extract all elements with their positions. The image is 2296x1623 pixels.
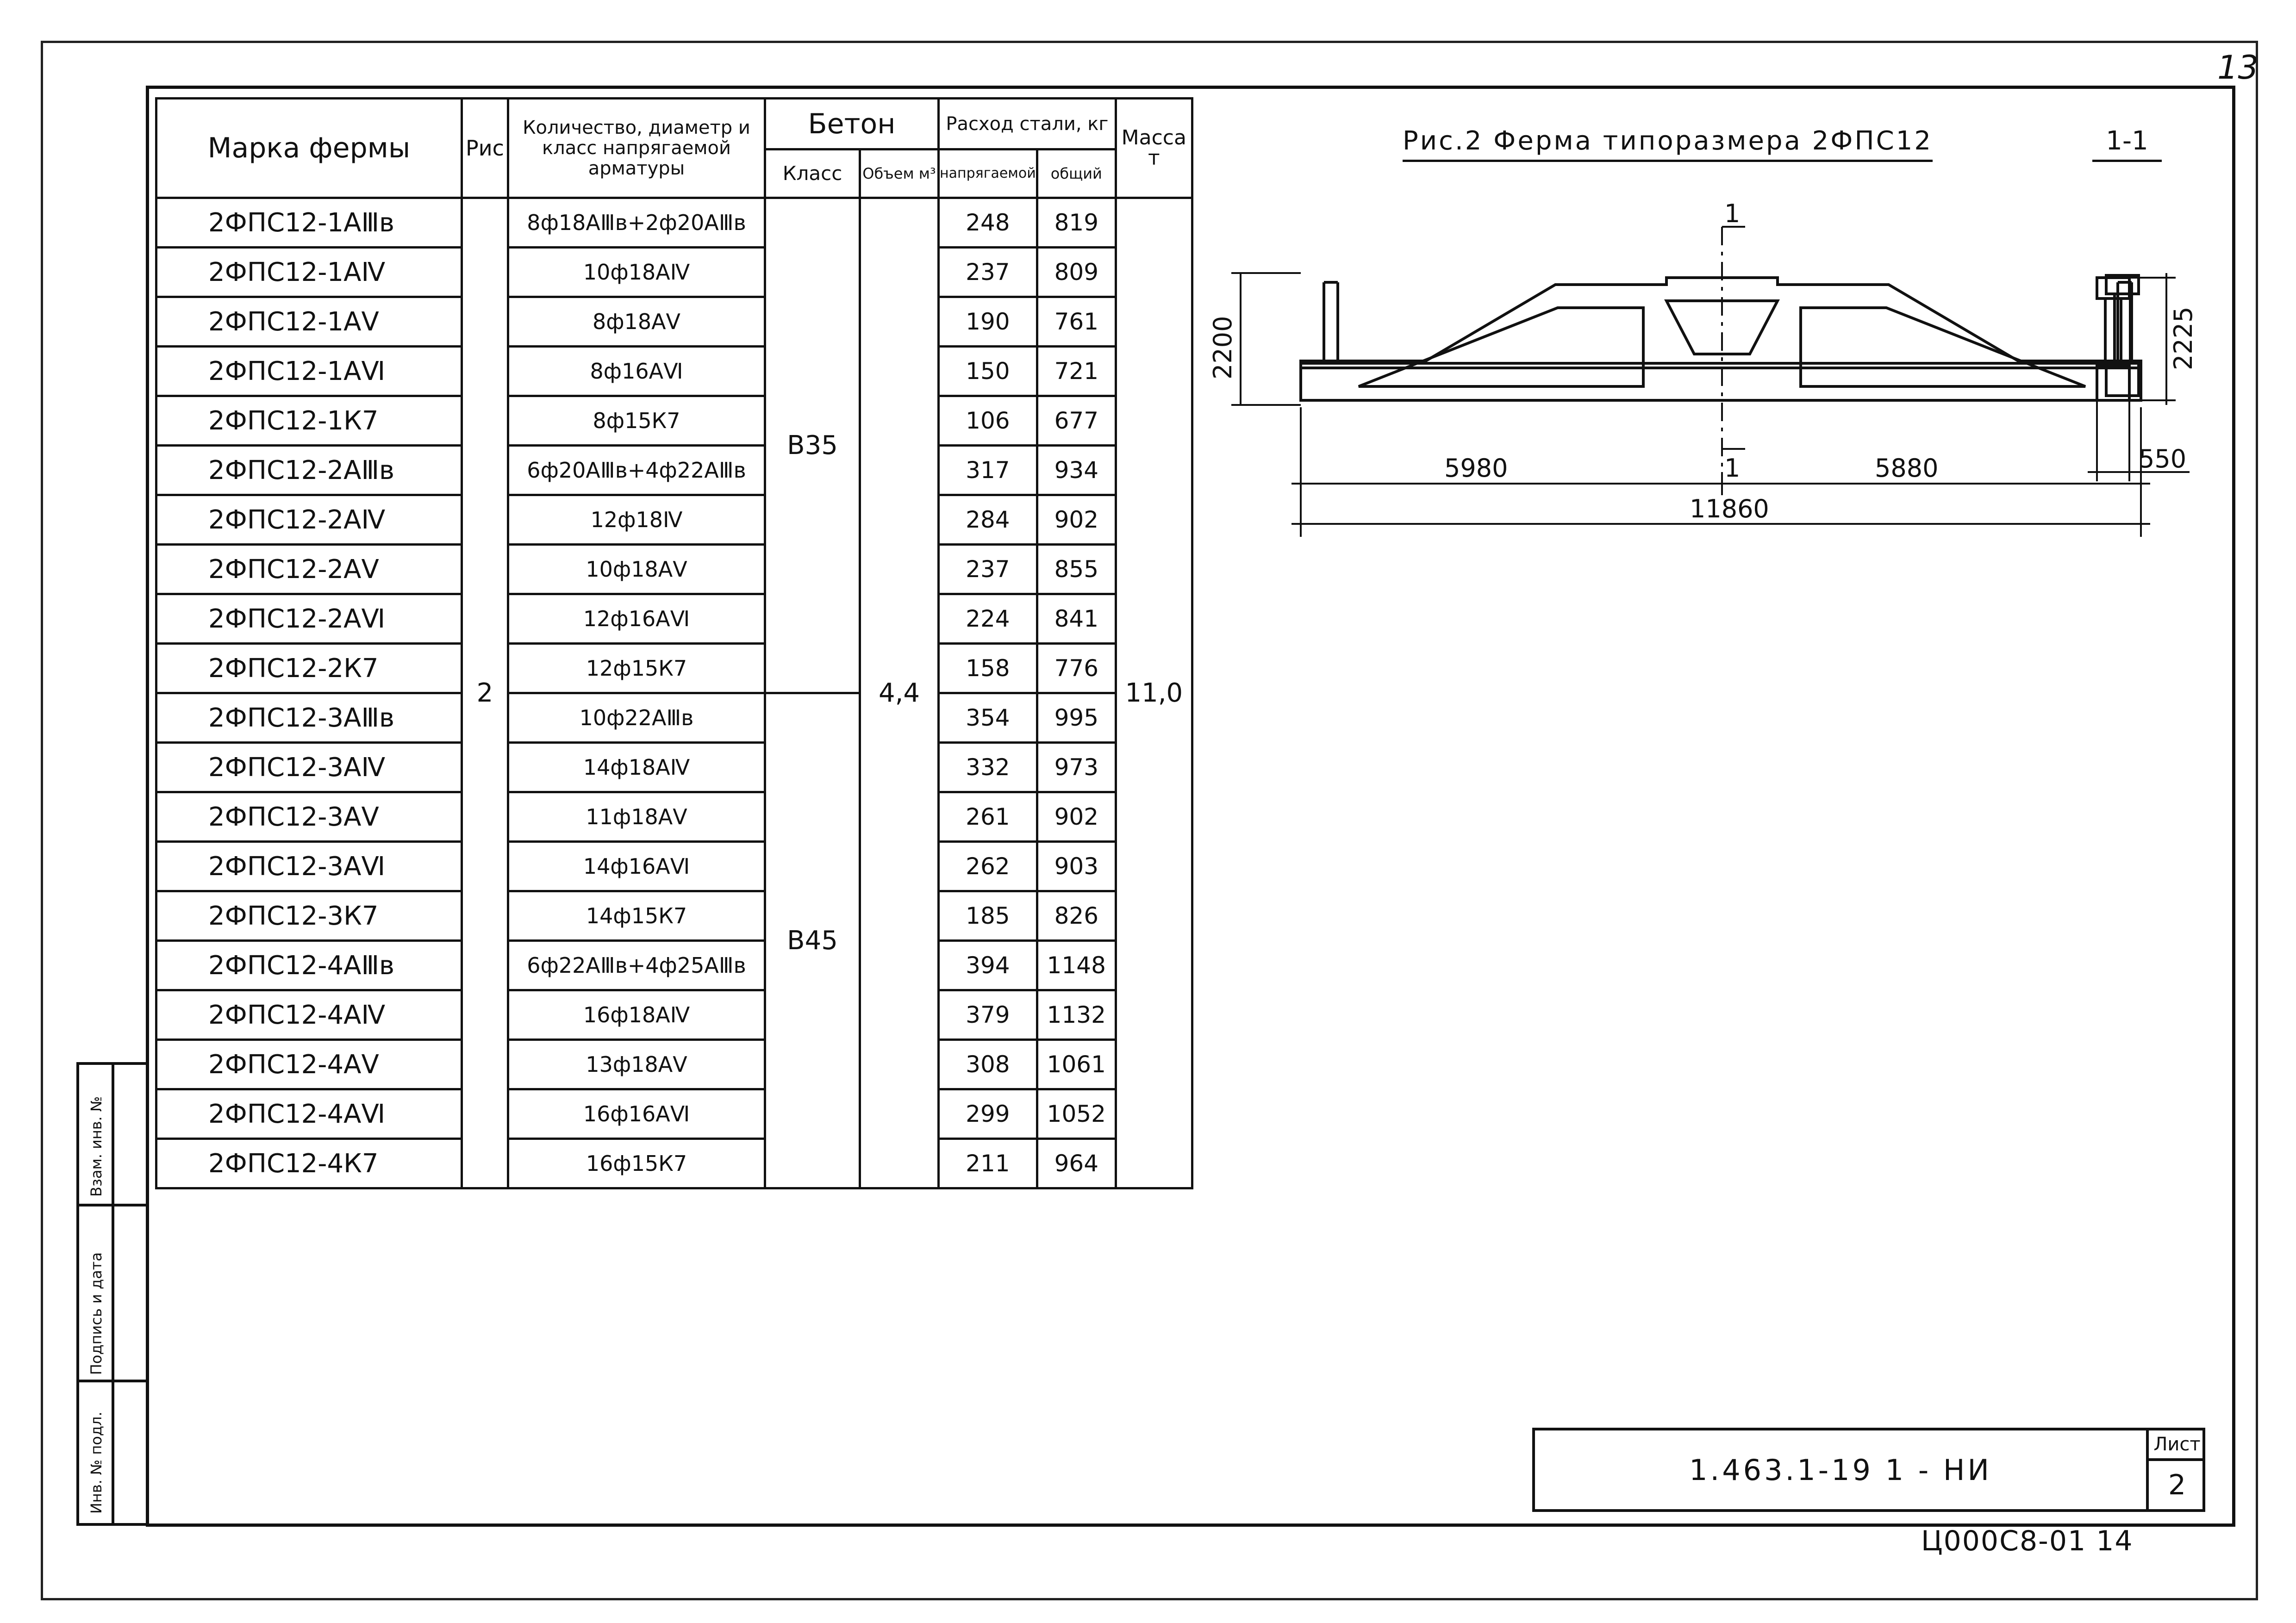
cell-volume: 4,4: [860, 198, 939, 1188]
cell-mark: 2ФПС12-1АⅥ: [156, 347, 462, 396]
cell-reinforcement: 6ф20АⅢв+4ф22АⅢв: [508, 446, 765, 495]
cell-mark: 2ФПС12-4АⅢв: [156, 941, 462, 990]
dim-half-right: 5880: [1875, 454, 1939, 483]
cell-reinforcement: 13ф18АⅤ: [508, 1040, 765, 1089]
cut-label-bottom: 1: [1724, 454, 1741, 483]
cell-steel-stressed: 150: [939, 347, 1037, 396]
dim-section-width: 550: [2139, 444, 2187, 473]
stamp-signature-date: Подпись и дата: [87, 1252, 105, 1375]
header-concrete-volume: Объем м³: [860, 149, 939, 198]
dim-section-height: 2225: [2169, 306, 2198, 370]
cell-mark: 2ФПС12-1АⅢв: [156, 198, 462, 248]
cell-steel-total: 903: [1037, 842, 1116, 891]
table-row: [156, 297, 1192, 347]
stamp-cell-inv-replaced: [79, 1065, 149, 1206]
stamp-inv-original: Инв. № подл.: [87, 1412, 105, 1514]
cell-steel-total: 826: [1037, 891, 1116, 941]
cell-steel-total: 1061: [1037, 1040, 1116, 1089]
cell-mark: 2ФПС12-3К7: [156, 891, 462, 941]
header-mark: Марка фермы: [156, 99, 462, 198]
table-row: [156, 198, 1192, 248]
cell-steel-total: 1052: [1037, 1089, 1116, 1139]
table-row: [156, 644, 1192, 693]
cell-reinforcement: 8ф15К7: [508, 396, 765, 446]
header-mass: Масса т: [1116, 99, 1192, 198]
header-steel-stressed: напрягаемой: [939, 149, 1037, 198]
cell-mark: 2ФПС12-4АⅣ: [156, 990, 462, 1040]
cell-class-b35: В35: [765, 198, 860, 693]
truss-drawing: [1204, 176, 2222, 569]
left-opening: [1359, 308, 1643, 386]
cell-mark: 2ФПС12-1К7: [156, 396, 462, 446]
cell-reinforcement: 8ф18АⅢв+2ф20АⅢв: [508, 198, 765, 248]
cell-ris: 2: [462, 198, 508, 1188]
dim-total-length: 11860: [1690, 494, 1769, 523]
right-opening: [1801, 308, 2085, 386]
cell-steel-stressed: 185: [939, 891, 1037, 941]
cell-reinforcement: 16ф18АⅣ: [508, 990, 765, 1040]
cell-steel-total: 841: [1037, 594, 1116, 644]
cell-steel-stressed: 158: [939, 644, 1037, 693]
cell-steel-stressed: 106: [939, 396, 1037, 446]
header-reinforcement: Количество, диаметр и класс напрягаемой арматуры: [508, 99, 765, 198]
table-row: [156, 990, 1192, 1040]
cell-steel-total: 1132: [1037, 990, 1116, 1040]
cell-steel-total: 973: [1037, 743, 1116, 792]
cell-steel-stressed: 308: [939, 1040, 1037, 1089]
corner-page-number: 13: [2217, 49, 2259, 87]
cell-reinforcement: 6ф22АⅢв+4ф25АⅢв: [508, 941, 765, 990]
cell-steel-stressed: 237: [939, 545, 1037, 594]
section-1-1-drawing: [2074, 259, 2203, 500]
cell-reinforcement: 14ф18АⅣ: [508, 743, 765, 792]
stamp-inv-replaced: Взам. инв. №: [87, 1096, 105, 1197]
cell-steel-stressed: 211: [939, 1139, 1037, 1188]
cell-mark: 2ФПС12-4АⅤ: [156, 1040, 462, 1089]
cell-steel-total: 809: [1037, 248, 1116, 297]
document-code: 1.463.1-19 1 - НИ: [1689, 1453, 1992, 1487]
title-block: [1532, 1428, 2205, 1512]
cell-steel-stressed: 354: [939, 693, 1037, 743]
cell-mark: 2ФПС12-3АⅤ: [156, 792, 462, 842]
cell-steel-total: 776: [1037, 644, 1116, 693]
cell-mark: 2ФПС12-1АⅣ: [156, 248, 462, 297]
cell-steel-total: 761: [1037, 297, 1116, 347]
table-row: [156, 446, 1192, 495]
section-title: 1-1: [2092, 126, 2162, 162]
cell-mark: 2ФПС12-4АⅥ: [156, 1089, 462, 1139]
truss-outline: [1301, 363, 2141, 368]
sheet-label: Лист: [2149, 1430, 2205, 1461]
cell-reinforcement: 14ф15К7: [508, 891, 765, 941]
cell-reinforcement: 10ф18АⅣ: [508, 248, 765, 297]
cell-mark: 2ФПС12-4К7: [156, 1139, 462, 1188]
cell-steel-total: 1148: [1037, 941, 1116, 990]
cell-steel-stressed: 317: [939, 446, 1037, 495]
cell-steel-total: 995: [1037, 693, 1116, 743]
cell-steel-stressed: 394: [939, 941, 1037, 990]
header-concrete-class: Класс: [765, 149, 860, 198]
stamp-cell-inv-original: [79, 1380, 149, 1518]
figure-title: Рис.2 Ферма типоразмера 2ФПС12: [1403, 126, 1933, 162]
cell-steel-total: 855: [1037, 545, 1116, 594]
cell-steel-total: 677: [1037, 396, 1116, 446]
cell-steel-total: 819: [1037, 198, 1116, 248]
cell-reinforcement: 8ф18АⅤ: [508, 297, 765, 347]
cell-reinforcement: 10ф18АⅤ: [508, 545, 765, 594]
cell-steel-stressed: 284: [939, 495, 1037, 545]
cell-mark: 2ФПС12-3АⅢв: [156, 693, 462, 743]
archive-mark: Ц000С8-01 14: [1921, 1525, 2134, 1557]
cell-mark: 2ФПС12-1АⅤ: [156, 297, 462, 347]
table-row: [156, 1089, 1192, 1139]
sheet-box: [2146, 1430, 2205, 1509]
cell-steel-total: 902: [1037, 792, 1116, 842]
header-steel-total: общий: [1037, 149, 1116, 198]
header-ris: Рис: [462, 99, 508, 198]
cell-mark: 2ФПС12-2АⅥ: [156, 594, 462, 644]
cell-class-b45: В45: [765, 693, 860, 1188]
cell-reinforcement: 16ф15К7: [508, 1139, 765, 1188]
cell-steel-stressed: 332: [939, 743, 1037, 792]
cell-reinforcement: 10ф22АⅢв: [508, 693, 765, 743]
dim-half-left: 5980: [1444, 454, 1508, 483]
cell-mark: 2ФПС12-3АⅥ: [156, 842, 462, 891]
cell-mass: 11,0: [1116, 198, 1192, 1188]
cell-reinforcement: 12ф15К7: [508, 644, 765, 693]
table-row: [156, 495, 1192, 545]
cell-reinforcement: 8ф16АⅥ: [508, 347, 765, 396]
header-steel: Расход стали, кг: [939, 99, 1116, 149]
cell-steel-stressed: 262: [939, 842, 1037, 891]
table-row: [156, 941, 1192, 990]
cell-reinforcement: 12ф18Ⅳ: [508, 495, 765, 545]
spec-table: [155, 97, 1193, 1189]
side-stamp: [76, 1062, 149, 1526]
cell-reinforcement: 16ф16АⅥ: [508, 1089, 765, 1139]
cell-steel-stressed: 261: [939, 792, 1037, 842]
cell-steel-total: 721: [1037, 347, 1116, 396]
header-concrete: Бетон: [765, 99, 939, 149]
cell-steel-total: 934: [1037, 446, 1116, 495]
cell-steel-total: 964: [1037, 1139, 1116, 1188]
stamp-cell-signature: [79, 1204, 149, 1382]
table-row: [156, 545, 1192, 594]
dim-height-left: 2200: [1208, 316, 1237, 379]
table-row: [156, 842, 1192, 891]
cell-mark: 2ФПС12-3АⅣ: [156, 743, 462, 792]
cell-reinforcement: 12ф16АⅥ: [508, 594, 765, 644]
cell-mark: 2ФПС12-2АⅢв: [156, 446, 462, 495]
cell-steel-total: 902: [1037, 495, 1116, 545]
cell-reinforcement: 14ф16АⅥ: [508, 842, 765, 891]
cell-mark: 2ФПС12-2АⅣ: [156, 495, 462, 545]
cell-reinforcement: 11ф18АⅤ: [508, 792, 765, 842]
cell-steel-stressed: 190: [939, 297, 1037, 347]
cell-steel-stressed: 299: [939, 1089, 1037, 1139]
table-row: [156, 347, 1192, 396]
sheet-number: 2: [2168, 1469, 2186, 1501]
table-row: [156, 594, 1192, 644]
table-row: [156, 693, 1192, 743]
cut-label-top: 1: [1724, 199, 1741, 228]
table-row: [156, 891, 1192, 941]
table-row: [156, 743, 1192, 792]
table-row: [156, 248, 1192, 297]
table-row: [156, 1139, 1192, 1188]
cell-steel-stressed: 248: [939, 198, 1037, 248]
table-row: [156, 396, 1192, 446]
table-row: [156, 1040, 1192, 1089]
cell-steel-stressed: 379: [939, 990, 1037, 1040]
cell-steel-stressed: 224: [939, 594, 1037, 644]
cell-steel-stressed: 237: [939, 248, 1037, 297]
cell-mark: 2ФПС12-2АⅤ: [156, 545, 462, 594]
cell-mark: 2ФПС12-2К7: [156, 644, 462, 693]
table-row: [156, 792, 1192, 842]
